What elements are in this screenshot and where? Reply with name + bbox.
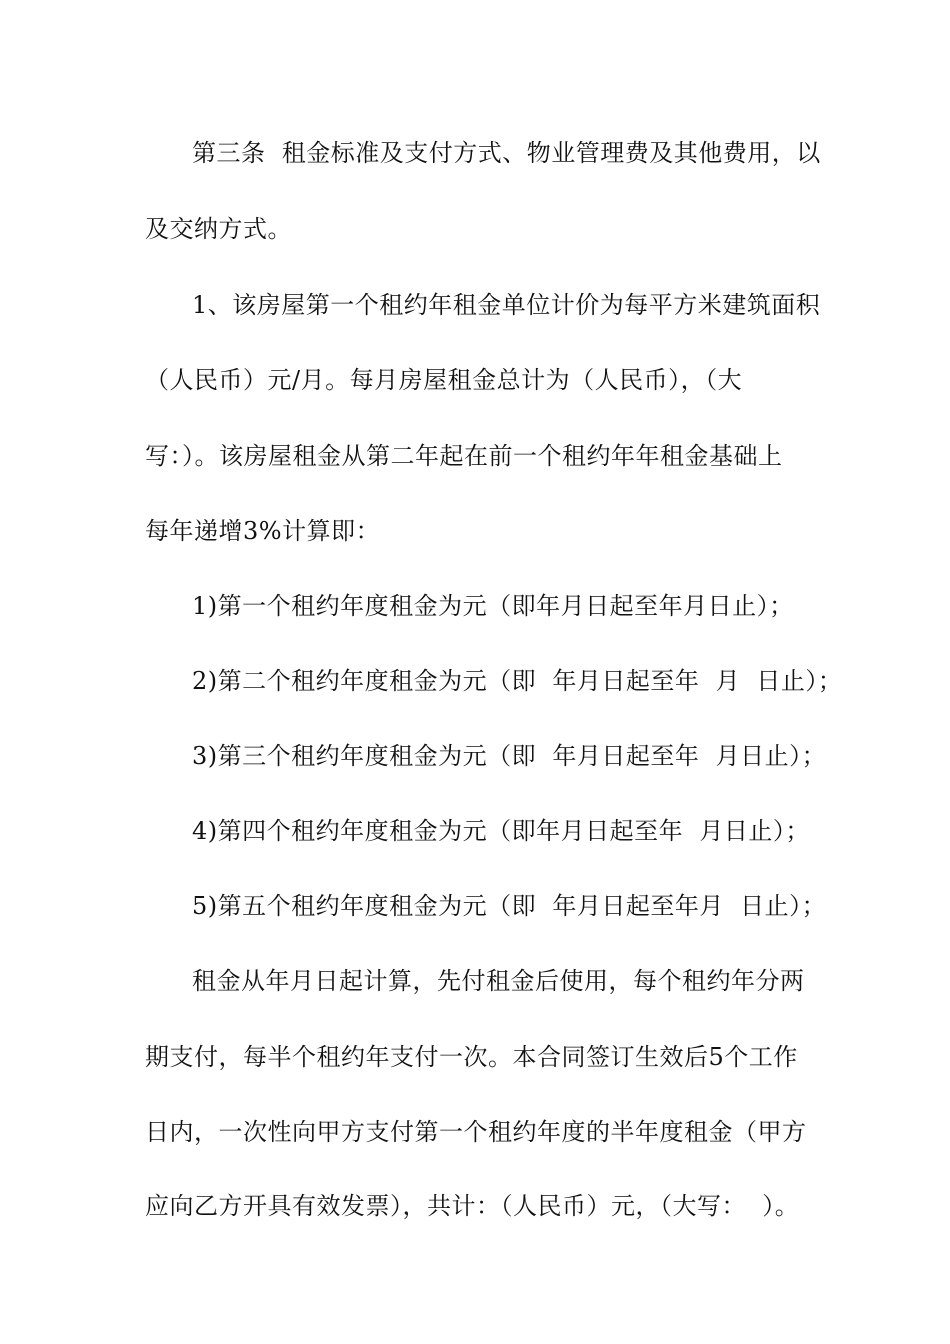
paragraph-2-line-1: 租金从年月日起计算，先付租金后使用，每个租约年分两 [192,967,805,995]
paragraph-1-line-2: （人民币）元/月。每月房屋租金总计为（人民币），（大 [145,366,743,394]
list-item-2: 2)第二个租约年度租金为元（即 年月日起至年 月 日止）； [192,667,843,695]
list-item-5: 5)第五个租约年度租金为元（即 年月日起至年月 日止）； [192,892,827,920]
list-item-1: 1)第一个租约年度租金为元（即年月日起至年月日止）； [192,592,794,620]
paragraph-2-line-2: 期支付，每半个租约年支付一次。本合同签订生效后5个工作 [145,1043,798,1071]
clause-title-line: 第三条 租金标准及支付方式、物业管理费及其他费用，以 [192,139,821,167]
paragraph-1-line-4: 每年递增3%计算即： [145,517,381,545]
list-item-4: 4)第四个租约年度租金为元（即年月日起至年 月日止）； [192,817,810,845]
clause-title-line-cont: 及交纳方式。 [145,215,292,243]
paragraph-2-line-4: 应向乙方开具有效发票），共计：（人民币）元，（大写： ）。 [145,1192,800,1220]
paragraph-1-line-1: 1、该房屋第一个租约年租金单位计价为每平方米建筑面积 [192,291,821,319]
paragraph-2-line-3: 日内，一次性向甲方支付第一个租约年度的半年度租金（甲方 [145,1118,807,1146]
paragraph-1-line-3: 写：）。该房屋租金从第二年起在前一个租约年年租金基础上 [145,442,783,470]
list-item-3: 3)第三个租约年度租金为元（即 年月日起至年 月日止）； [192,742,827,770]
